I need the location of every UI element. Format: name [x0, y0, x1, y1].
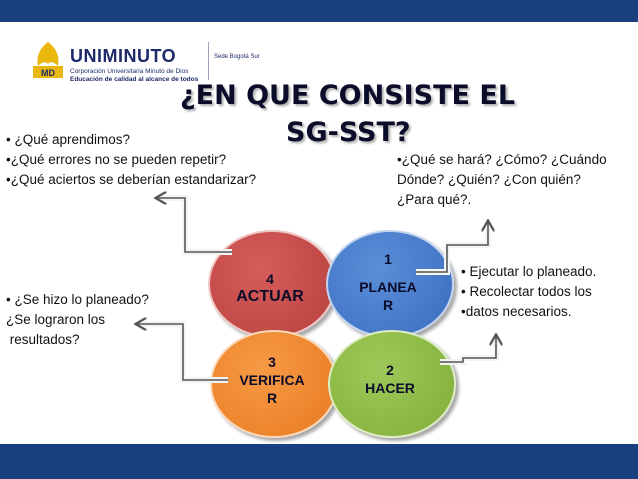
- actuar-question-3: •¿Qué aciertos se deberían estandarizar?: [6, 172, 257, 187]
- hacer-number: 2: [386, 362, 394, 378]
- top-bar: [0, 0, 638, 22]
- planear-number: 1: [384, 251, 392, 267]
- verificar-question-1: • ¿Se hizo lo planeado?: [6, 292, 149, 307]
- logo-divider: [208, 42, 209, 80]
- hacer-label: [328, 361, 452, 397]
- planear-question-3: ¿Para qué?.: [397, 192, 472, 207]
- bottom-bar: [0, 444, 638, 479]
- actuar-text: ACTUAR: [236, 288, 304, 305]
- verificar-question-2: ¿Se lograron los: [6, 312, 106, 327]
- verificar-questions: [6, 290, 149, 350]
- hacer-step-2: • Recolectar todos los: [461, 284, 592, 299]
- actuar-label: [208, 270, 332, 306]
- hacer-step-3: •datos necesarios.: [461, 304, 572, 319]
- verificar-text-2: R: [266, 390, 278, 406]
- planear-questions: [397, 150, 607, 210]
- logo-mark-text: MD: [41, 68, 55, 78]
- hacer-steps: [461, 262, 596, 322]
- hacer-step-1: • Ejecutar lo planeado.: [461, 264, 597, 279]
- logo-tagline: Educación de calidad al alcance de todos: [70, 76, 199, 83]
- hacer-text: HACER: [365, 380, 415, 396]
- planear-question-2: Dónde? ¿Quién? ¿Con quién?: [397, 172, 581, 187]
- planear-text-2: R: [382, 297, 394, 313]
- actuar-question-1: • ¿Qué aprendimos?: [6, 132, 131, 147]
- verificar-number: 3: [268, 354, 276, 370]
- verificar-label: [210, 353, 334, 407]
- arrow-actuar-icon: [157, 198, 232, 252]
- logo-campus: Sede Bogotá Sur: [214, 54, 260, 60]
- planear-label: [326, 250, 450, 314]
- slide-title-line-1: ¿EN QUE CONSISTE EL: [180, 80, 516, 111]
- verificar-question-3: resultados?: [6, 332, 80, 347]
- actuar-question-2: •¿Qué errores no se pueden repetir?: [6, 152, 227, 167]
- planear-question-1: •¿Qué se hará? ¿Cómo? ¿Cuándo: [397, 152, 607, 167]
- actuar-number: 4: [266, 271, 274, 287]
- uniminuto-emblem-icon: [30, 40, 66, 80]
- verificar-text-1: VERIFICA: [239, 372, 305, 388]
- actuar-questions: [6, 130, 256, 190]
- logo-name: UNIMINUTO: [70, 46, 177, 66]
- planear-text-1: PLANEA: [359, 279, 417, 295]
- logo-subtitle: Corporación Universitaria Minuto de Dios: [70, 68, 189, 75]
- slide-title-line-2: SG-SST?: [286, 117, 411, 148]
